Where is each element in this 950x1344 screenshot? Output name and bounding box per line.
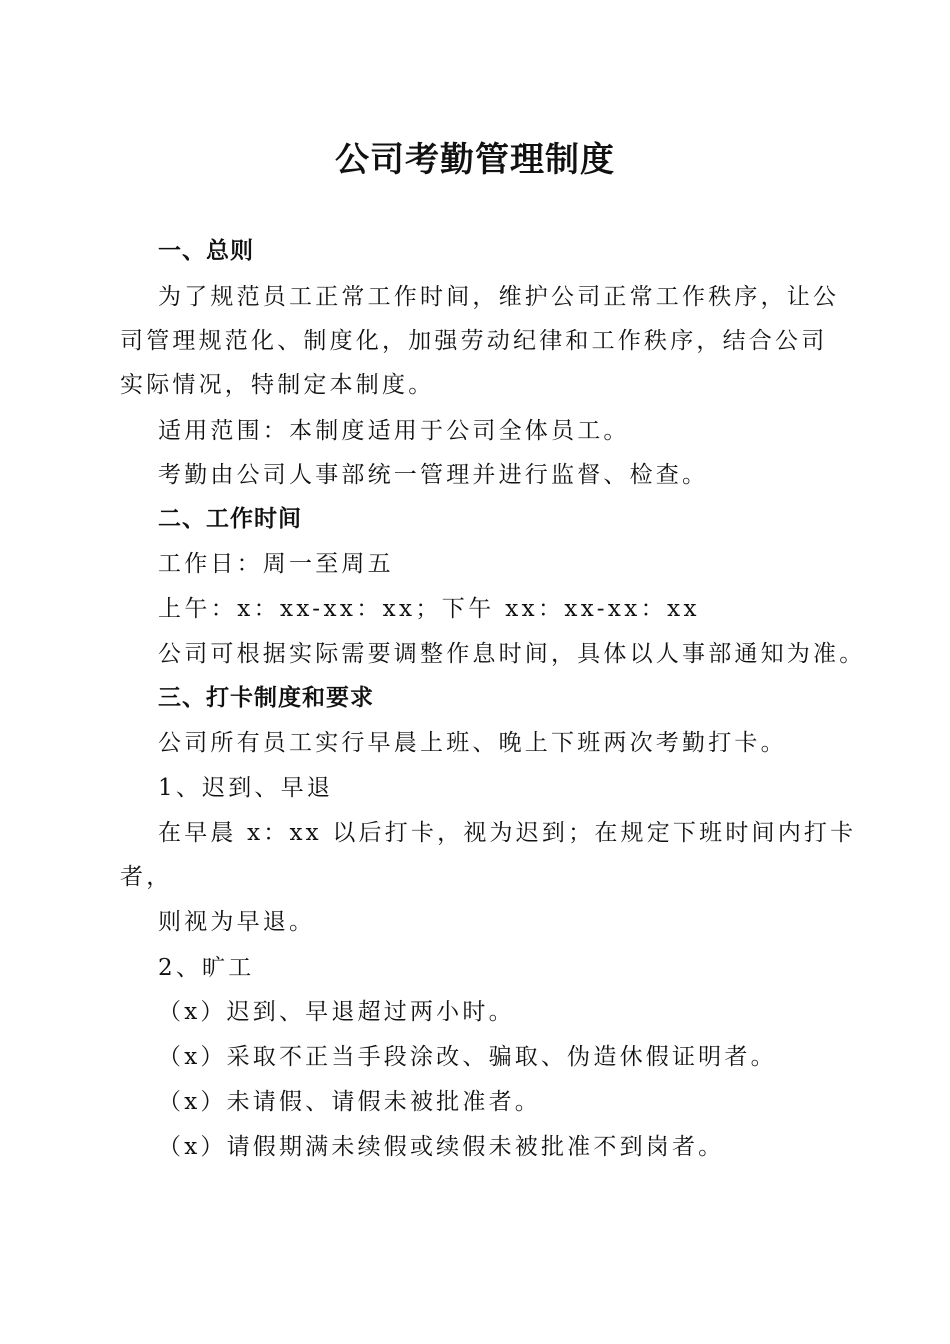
paragraph-line: 适用范围：本制度适用于公司全体员工。 (158, 418, 630, 444)
list-item: （x）采取不正当手段涂改、骗取、伪造休假证明者。 (158, 1044, 777, 1070)
section-heading-clock-in: 三、打卡制度和要求 (158, 685, 374, 711)
paragraph-line: 工作日：周一至周五 (158, 551, 394, 577)
paragraph-line: 则视为早退。 (158, 909, 316, 935)
list-item: （x）未请假、请假未被批准者。 (158, 1089, 541, 1115)
list-subheading: 2、旷工 (158, 955, 255, 981)
paragraph-line: 者， (120, 864, 173, 890)
section-heading-work-time: 二、工作时间 (158, 506, 302, 532)
list-item: （x）迟到、早退超过两小时。 (158, 999, 515, 1025)
list-item: （x）请假期满未续假或续假未被批准不到岗者。 (158, 1134, 725, 1160)
paragraph-line: 公司所有员工实行早晨上班、晚上下班两次考勤打卡。 (158, 730, 787, 756)
document-title: 公司考勤管理制度 (335, 140, 615, 180)
section-heading-general: 一、总则 (158, 238, 254, 264)
paragraph-line: 为了规范员工正常工作时间，维护公司正常工作秩序，让公 (158, 284, 840, 310)
paragraph-line: 在早晨 x：xx 以后打卡，视为迟到；在规定下班时间内打卡 (158, 820, 857, 846)
paragraph-line: 实际情况，特制定本制度。 (120, 372, 435, 398)
paragraph-line: 司管理规范化、制度化，加强劳动纪律和工作秩序，结合公司 (120, 328, 828, 354)
paragraph-line: 公司可根据实际需要调整作息时间，具体以人事部通知为准。 (158, 641, 866, 667)
paragraph-line: 考勤由公司人事部统一管理并进行监督、检查。 (158, 462, 709, 488)
paragraph-line: 上午：x：xx-xx：xx；下午 xx：xx-xx：xx (158, 596, 700, 622)
list-subheading: 1、迟到、早退 (158, 775, 334, 801)
